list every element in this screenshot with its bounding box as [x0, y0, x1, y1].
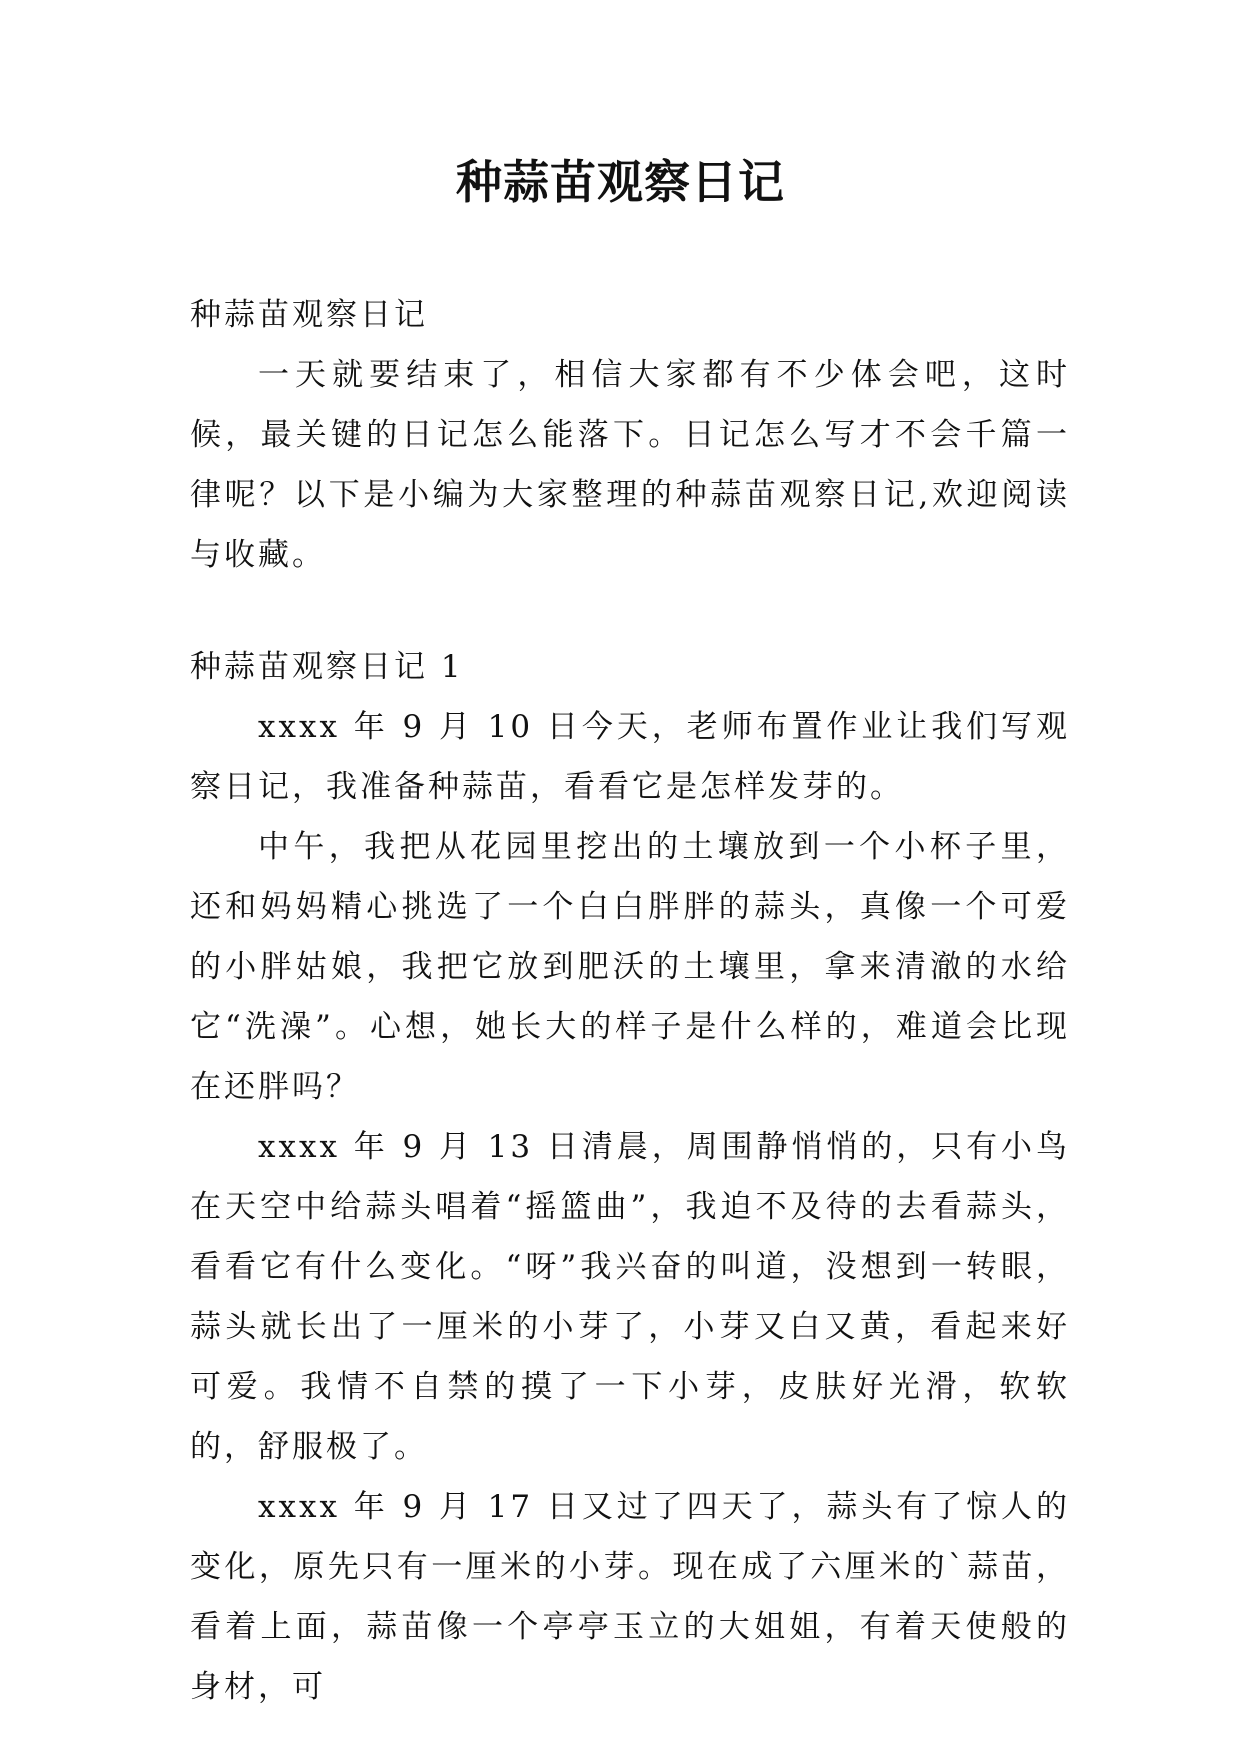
diary-paragraph: xxxx 年 9 月 10 日今天，老师布置作业让我们写观察日记，我准备种蒜苗，看看它是怎样发芽的。 [190, 709, 1070, 805]
diary-paragraph: xxxx 年 9 月 17 日又过了四天了，蒜头有了惊人的变化，原先只有一厘米的小芽。现在成了六厘米的`蒜苗，看着上面，蒜苗像一个亭亭玉立的大姐姐，有着天使般的身材，可 [190, 1489, 1070, 1705]
intro-heading: 种蒜苗观察日记 [190, 297, 428, 333]
diary-paragraph: xxxx 年 9 月 13 日清晨，周围静悄悄的，只有小鸟在天空中给蒜头唱着“摇篮曲”，我迫不及待的去看蒜头，看看它有什么变化。“呀”我兴奋的叫道，没想到一转眼，蒜头就长出了一厘米的小芽了，小芽又白又黄，看起来好可爱。我情不自禁的摸了一下小芽，皮肤好光滑，软软的，舒服极了。 [190, 1129, 1070, 1465]
intro-paragraph: 一天就要结束了，相信大家都有不少体会吧，这时候，最关键的日记怎么能落下。日记怎么写才不会千篇一律呢？以下是小编为大家整理的种蒜苗观察日记,欢迎阅读与收藏。 [190, 357, 1070, 573]
diary-paragraph: 中午，我把从花园里挖出的土壤放到一个小杯子里，还和妈妈精心挑选了一个白白胖胖的蒜头，真像一个可爱的小胖姑娘，我把它放到肥沃的土壤里，拿来清澈的水给它“洗澡”。心想，她长大的样子是什么样的，难道会比现在还胖吗？ [190, 829, 1070, 1105]
section-spacer [190, 585, 1070, 637]
document-title: 种蒜苗观察日记 [456, 155, 785, 209]
document-body [190, 285, 1070, 1717]
section-heading: 种蒜苗观察日记 1 [190, 649, 464, 685]
